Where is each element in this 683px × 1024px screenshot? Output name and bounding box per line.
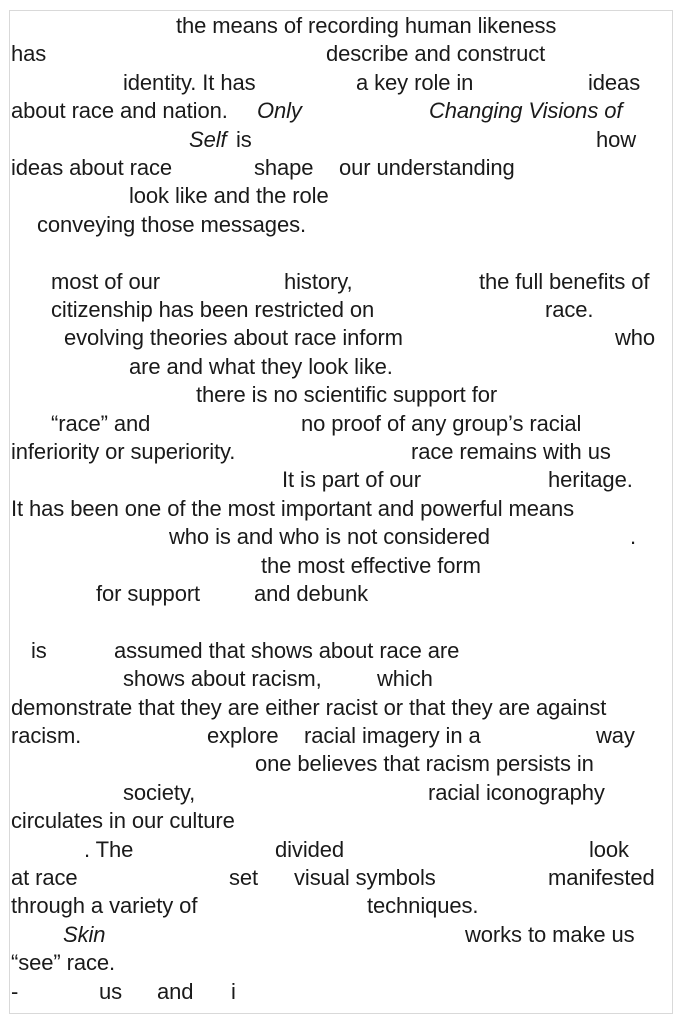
text-line-2-segment-0: identity. It has xyxy=(123,69,256,95)
text-line-9-segment-1: history, xyxy=(284,268,353,294)
text-line-27-segment-1: racial iconography xyxy=(428,779,605,805)
text-line-15-segment-0: inferiority or superiority. xyxy=(11,439,236,464)
text-line-30-segment-0: at race xyxy=(11,865,78,890)
text-line-5-segment-1: shape xyxy=(254,155,314,180)
text-line-25-segment-0: racism. xyxy=(11,723,82,748)
text-line-22-segment-0: is xyxy=(31,637,47,663)
text-line-1-segment-0: has xyxy=(11,41,47,67)
text-line-26-segment-0: one believes that racism persists in xyxy=(255,751,594,777)
text-line-23-segment-1: which xyxy=(377,666,433,692)
text-line-11-segment-1: who xyxy=(615,325,656,351)
text-line-4-segment-1: is xyxy=(236,126,252,152)
text-line-4-segment-2: how xyxy=(596,126,637,152)
text-line-10-segment-0: citizenship has been restricted on xyxy=(51,297,375,322)
text-line-5-segment-0: ideas about race xyxy=(11,155,173,180)
text-line-9-segment-2: the full benefits of xyxy=(479,268,650,294)
text-line-3-segment-1: Only xyxy=(257,98,302,124)
text-line-30-segment-2: visual symbols xyxy=(294,865,436,890)
text-line-31-segment-0: through a variety of xyxy=(11,893,198,919)
text-line-17-segment-0: It has been one of the most important and powerful means xyxy=(11,495,575,521)
text-line-9-segment-0: most of our xyxy=(51,268,160,294)
text-line-18-segment-0: who is and who is not considered xyxy=(169,524,490,550)
text-line-7-segment-0: conveying those messages. xyxy=(37,211,306,237)
text-line-20-segment-1: and debunk xyxy=(254,581,368,606)
text-line-0-segment-0: the means of recording human likeness xyxy=(176,13,557,38)
text-line-2-segment-2: ideas xyxy=(588,69,641,95)
text-line-6-segment-0: look like and the role xyxy=(129,183,329,209)
text-line-29-segment-0: . The xyxy=(84,836,134,862)
text-line-25-segment-1: explore xyxy=(207,723,279,748)
text-line-16-segment-1: heritage. xyxy=(548,467,633,493)
text-line-30-segment-3: manifested xyxy=(548,865,655,890)
text-line-5-segment-2: our understanding xyxy=(339,155,515,180)
text-line-13-segment-0: there is no scientific support for xyxy=(196,382,498,408)
text-line-16-segment-0: It is part of our xyxy=(282,467,421,493)
text-line-25-segment-2: racial imagery in a xyxy=(304,723,481,748)
text-line-19-segment-0: the most effective form xyxy=(261,552,481,578)
text-line-11-segment-0: evolving theories about race inform xyxy=(64,325,403,351)
text-line-23-segment-0: shows about racism, xyxy=(123,666,322,692)
text-line-29-segment-2: look xyxy=(589,836,629,862)
text-line-25-segment-3: way xyxy=(596,723,635,748)
text-line-31-segment-1: techniques. xyxy=(367,893,479,919)
text-line-20-segment-0: for support xyxy=(96,581,201,606)
text-line-22-segment-1: assumed that shows about race are xyxy=(114,637,460,663)
text-line-34-segment-2: and xyxy=(157,978,194,1004)
text-line-30-segment-1: set xyxy=(229,865,259,890)
text-line-12-segment-0: are and what they look like. xyxy=(129,353,393,379)
text-line-10-segment-1: race. xyxy=(545,297,594,322)
text-line-15-segment-1: race remains with us xyxy=(411,439,611,464)
text-line-33-segment-0: “see” race. xyxy=(11,950,116,976)
text-line-14-segment-1: no proof of any group’s racial xyxy=(301,410,582,436)
text-line-2-segment-1: a key role in xyxy=(356,69,474,95)
text-line-34-segment-1: us xyxy=(99,978,123,1004)
document-page xyxy=(9,10,673,1014)
text-line-32-segment-0: Skin xyxy=(63,921,106,947)
text-line-3-segment-0: about race and nation. xyxy=(11,98,228,124)
text-line-34-segment-0: - xyxy=(11,978,19,1004)
text-line-32-segment-1: works to make us xyxy=(465,921,635,947)
text-line-3-segment-2: Changing Visions of xyxy=(429,98,623,124)
text-line-14-segment-0: “race” and xyxy=(51,410,151,436)
text-line-28-segment-0: circulates in our culture xyxy=(11,808,235,834)
text-line-4-segment-0: Self xyxy=(189,126,227,152)
text-line-24-segment-0: demonstrate that they are either racist or that they are against xyxy=(11,694,607,720)
text-line-27-segment-0: society, xyxy=(123,779,196,805)
text-line-29-segment-1: divided xyxy=(275,836,345,862)
text-line-18-segment-1: . xyxy=(630,524,637,550)
text-line-34-segment-3: i xyxy=(231,978,236,1004)
text-line-1-segment-1: describe and construct xyxy=(326,41,546,67)
